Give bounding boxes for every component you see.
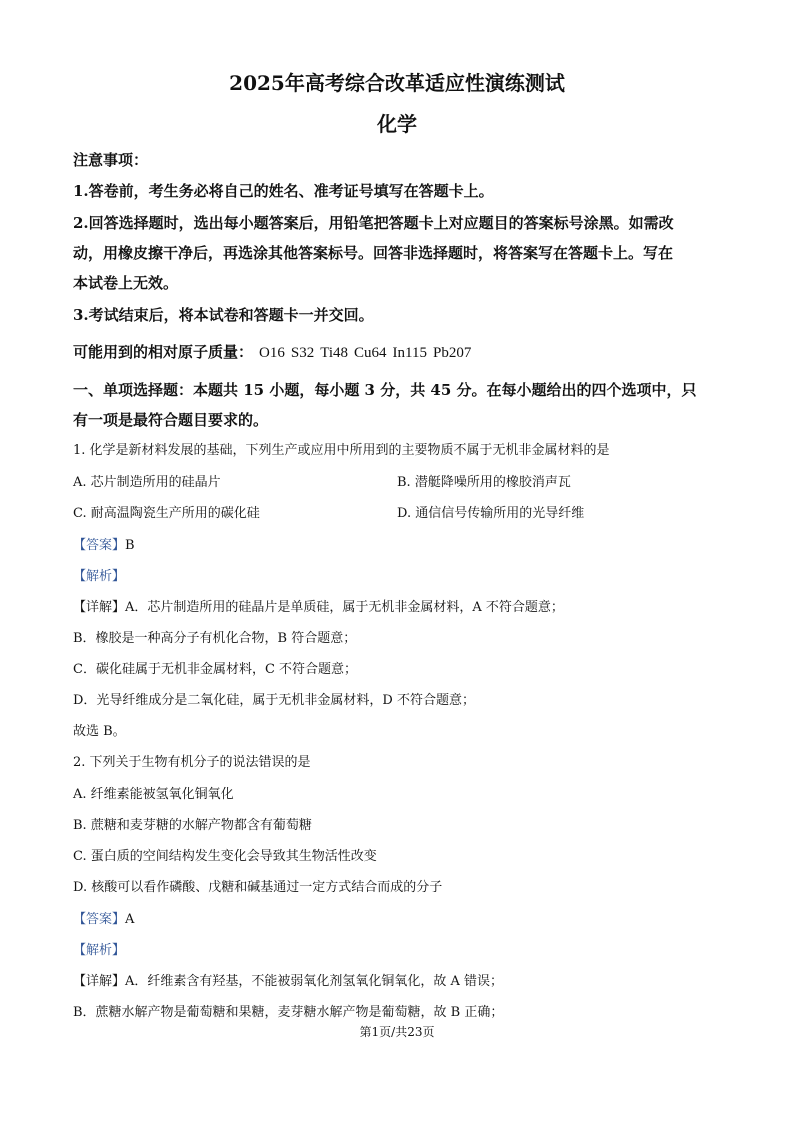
q1-answer-tag: 【答案】	[73, 538, 126, 553]
q1-analysis	[73, 568, 125, 586]
notice-item-2-line-3: 本试卷上无效。	[73, 274, 179, 292]
q2-option-c: C. 蛋白质的空间结构发生变化会导致其生物活性改变	[73, 849, 377, 864]
q2-answer	[73, 911, 134, 929]
q2-detail-a	[73, 973, 503, 991]
q1-option-a: A. 芯片制造所用的硅晶片	[73, 475, 221, 490]
mass-in: In115	[392, 345, 427, 361]
q2-analysis	[73, 942, 125, 960]
notice-item-2-line-2: 动，用橡皮擦干净后，再选涂其他答案标号。回答非选择题时，将答案写在答题卡上。写在	[73, 244, 674, 262]
q2-detail-tag: 【详解】	[73, 974, 126, 989]
q2-option-b: B. 蔗糖和麦芽糖的水解产物都含有葡萄糖	[73, 818, 312, 833]
q1-detail-a	[73, 599, 564, 617]
q1-answer	[73, 537, 135, 555]
notice-item-3: 3.考试结束后，将本试卷和答题卡一并交回。	[73, 306, 374, 324]
q2-option-d: D. 核酸可以看作磷酸、戊糖和碱基通过一定方式结合而成的分子	[73, 880, 443, 895]
q1-detail-a-text: A．芯片制造所用的硅晶片是单质硅，属于无机非金属材料，A 不符合题意；	[125, 600, 564, 615]
q1-stem: 1. 化学是新材料发展的基础，下列生产或应用中所用到的主要物质不属于无机非金属材料的是	[73, 443, 610, 458]
q1-conclusion: 故选 B。	[73, 724, 126, 739]
q1-option-d: D. 通信信号传输所用的光导纤维	[397, 506, 585, 521]
q1-detail-tag: 【详解】	[73, 600, 126, 615]
q2-answer-tag: 【答案】	[73, 912, 126, 927]
atomic-masses-line	[73, 342, 477, 363]
mass-ti: Ti48	[320, 345, 349, 361]
q1-option-c: C. 耐高温陶瓷生产所用的碳化硅	[73, 506, 260, 521]
q2-answer-value: A	[125, 912, 135, 927]
section-1-heading-line-1: 一、单项选择题：本题共 15 小题，每小题 3 分，共 45 分。在每小题给出的四个选项中，只	[73, 381, 697, 399]
q1-analysis-tag: 【解析】	[73, 569, 126, 584]
q2-detail-b: B．蔗糖水解产物是葡萄糖和果糖，麦芽糖水解产物是葡萄糖，故 B 正确；	[73, 1005, 504, 1020]
q1-detail-c: C．碳化硅属于无机非金属材料，C 不符合题意；	[73, 662, 358, 677]
subject-title: 化学	[377, 112, 417, 136]
q2-option-a: A. 纤维素能被氢氧化铜氧化	[73, 787, 234, 802]
mass-cu: Cu64	[354, 345, 387, 361]
q1-detail-b: B．橡胶是一种高分子有机化合物，B 符合题意；	[73, 631, 357, 646]
atomic-masses-values	[259, 345, 477, 361]
q1-answer-value: B	[125, 538, 135, 553]
q2-stem: 2. 下列关于生物有机分子的说法错误的是	[73, 755, 311, 770]
mass-o: O16	[259, 345, 285, 361]
atomic-masses-label: 可能用到的相对原子质量：	[73, 343, 254, 361]
notice-item-1: 1.答卷前，考生务必将自己的姓名、准考证号填写在答题卡上。	[73, 182, 494, 200]
notice-item-2-line-1: 2.回答选择题时，选出每小题答案后，用铅笔把答题卡上对应题目的答案标号涂黑。如需改	[73, 214, 674, 232]
q1-option-b: B. 潜艇降噪所用的橡胶消声瓦	[397, 475, 571, 490]
mass-s: S32	[290, 345, 315, 361]
exam-title: 2025年高考综合改革适应性演练测试	[229, 71, 565, 95]
section-1-heading-line-2: 有一项是最符合题目要求的。	[73, 411, 269, 429]
mass-pb: Pb207	[432, 345, 472, 361]
q2-detail-a-text: A．纤维素含有羟基，不能被弱氧化剂氢氧化铜氧化，故 A 错误；	[125, 974, 504, 989]
q2-analysis-tag: 【解析】	[73, 943, 126, 958]
q1-detail-d: D．光导纤维成分是二氧化硅，属于无机非金属材料，D 不符合题意；	[73, 693, 475, 708]
notice-heading: 注意事项：	[73, 151, 149, 169]
page-number: 第1页/共23页	[359, 1025, 435, 1039]
